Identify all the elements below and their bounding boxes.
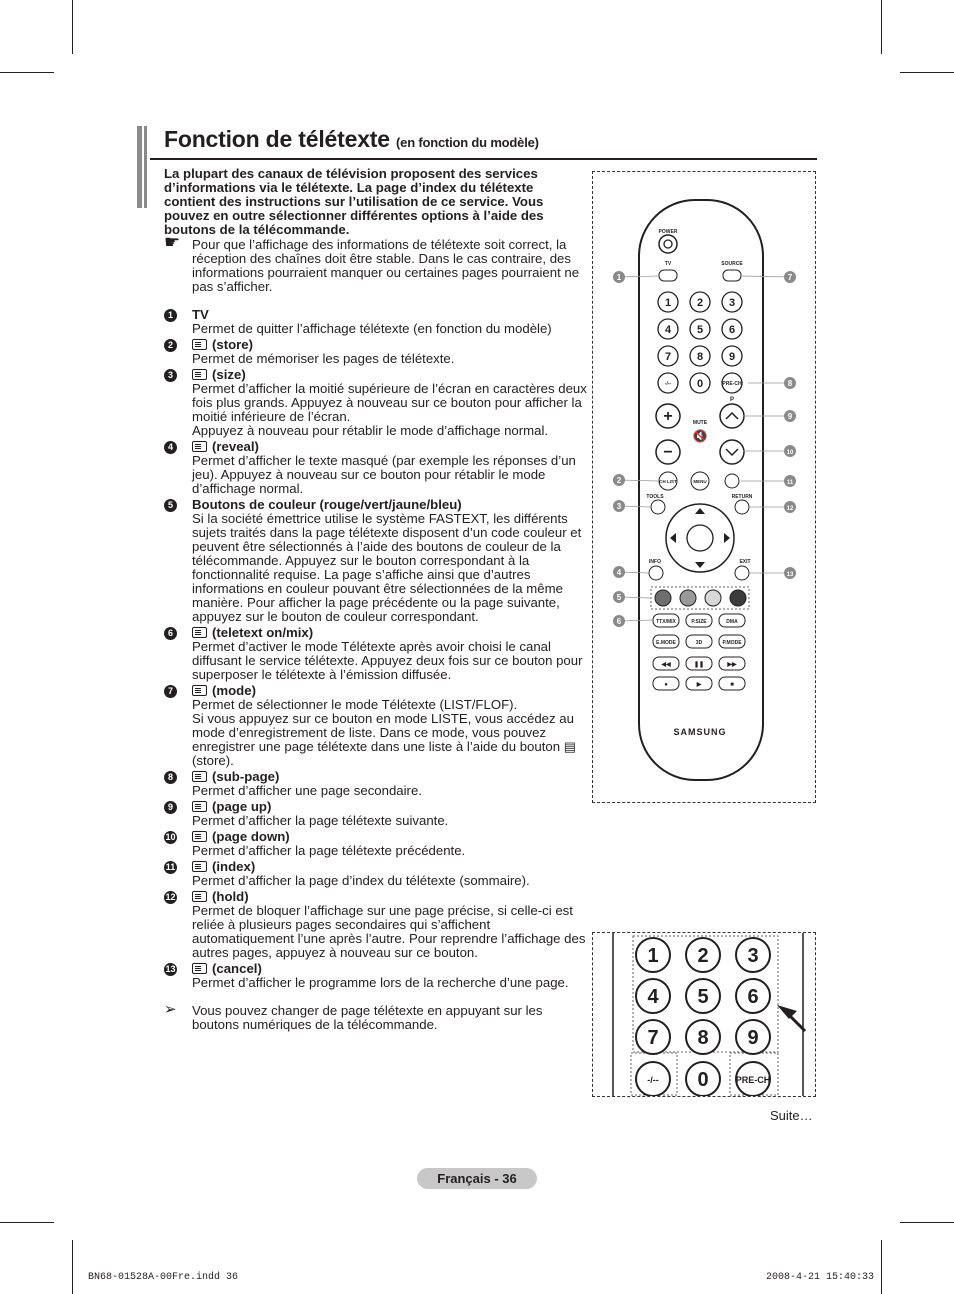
digit-label: 1: [664, 297, 672, 309]
teletext-icon: [192, 685, 207, 696]
return-button: [735, 500, 749, 514]
plus-icon: +: [663, 408, 673, 425]
callout-number: 7: [787, 273, 793, 282]
item-number-badge: 8: [164, 771, 177, 784]
function-label: E.MODE: [656, 640, 676, 646]
keypad-closeup: [592, 932, 816, 1097]
list-item: [164, 368, 588, 438]
item-heading: (store): [192, 338, 588, 352]
arrow-tip-icon: ➢: [164, 1001, 177, 1018]
return-label: RETURN: [731, 494, 753, 500]
list-item: [164, 626, 588, 682]
item-number-badge: 1: [164, 309, 177, 322]
tv-button: [659, 270, 677, 281]
brand-logo: SAMSUNG: [673, 727, 727, 737]
item-description: Permet de sélectionner le mode Télétexte (LIST/FLOF).: [192, 697, 518, 712]
slug-file: BN68-01528A-00Fre.indd 36: [88, 1272, 239, 1283]
item-description: Permet d’afficher une page secondaire.: [192, 783, 422, 798]
item-number-badge: 10: [165, 832, 176, 842]
keypad-digit-label: 0: [697, 1069, 709, 1091]
color-button: [655, 590, 671, 606]
list-item: [164, 498, 588, 624]
power-button: [659, 235, 677, 253]
teletext-index-button: [725, 474, 739, 488]
teletext-icon: [192, 801, 207, 812]
media-icon: ▶▶: [727, 662, 737, 668]
item-number-badge: 13: [165, 964, 176, 974]
list-item: [164, 338, 588, 366]
list-item: [164, 770, 588, 798]
item-heading: (sub-page): [192, 770, 588, 784]
media-icon: ❚❚: [693, 662, 705, 668]
digit-label: 2: [696, 297, 704, 309]
item-heading: (teletext on/mix): [192, 626, 588, 640]
teletext-icon: [192, 771, 207, 782]
list-item: [164, 440, 588, 496]
tools-button: [651, 500, 665, 514]
keypad-digit-label: 4: [647, 986, 659, 1008]
digit-label: 6: [728, 324, 736, 336]
tv-label: TV: [664, 261, 672, 267]
callout-number: 6: [616, 617, 622, 626]
channel-down-button: [720, 440, 744, 464]
digit-label: 0: [696, 378, 704, 390]
function-label: P.SIZE: [691, 619, 707, 625]
crop-mark: [881, 1240, 882, 1294]
function-label: P.MODE: [722, 640, 742, 646]
menu-label: MENU: [693, 479, 707, 484]
crop-mark: [900, 1222, 954, 1223]
color-button: [680, 590, 696, 606]
item-heading: (page up): [192, 800, 588, 814]
exit-label: EXIT: [739, 559, 751, 565]
item-heading: (hold): [192, 890, 588, 904]
tip-text: Vous pouvez changer de page télétexte en appuyant sur les boutons numériques de la télécommande.: [192, 1003, 543, 1032]
item-number-badge: 5: [164, 499, 177, 512]
tip: [164, 1001, 588, 1032]
enter-button: [687, 525, 713, 551]
teletext-icon: [192, 369, 207, 380]
teletext-icon: [192, 861, 207, 872]
keypad-digit-label: 5: [697, 986, 709, 1008]
callout-number: 13: [786, 572, 794, 578]
crop-mark: [881, 0, 882, 54]
keypad-digit-label: 2: [697, 945, 709, 967]
callout-number: 2: [616, 476, 622, 485]
remote-control-drawing: [593, 172, 815, 802]
tools-label: TOOLS: [646, 494, 664, 500]
list-item: [164, 890, 588, 960]
color-button: [730, 590, 746, 606]
callout-number: 8: [787, 379, 793, 388]
slug-date: 2008-4-21 15:40:33: [766, 1272, 875, 1283]
pointing-hand-icon: ☛: [164, 232, 181, 252]
item-description: Permet de quitter l’affichage télétexte (en fonction du modèle): [192, 321, 552, 336]
item-list: [164, 308, 588, 990]
page-title: Fonction de télétexte (en fonction du modèle): [164, 126, 539, 152]
callout-number: 3: [616, 502, 622, 511]
function-label: TTX/MIX: [656, 619, 676, 625]
sidebar-bar: [137, 126, 142, 208]
keypad-digit-label: 3: [747, 945, 759, 967]
keypad-digit-label: PRE-CH: [735, 1075, 771, 1085]
item-description: Permet d’afficher le programme lors de la recherche d’une page.: [192, 975, 569, 990]
item-number-badge: 6: [164, 627, 177, 640]
item-heading: (cancel): [192, 962, 588, 976]
note: [164, 232, 588, 294]
list-item: [164, 800, 588, 828]
teletext-icon: [192, 891, 207, 902]
item-description: Appuyez à nouveau pour rétablir le mode d’affichage normal.: [192, 423, 549, 438]
item-description: Si la société émettrice utilise le système FASTEXT, les différents sujets traités dans la page télétexte disposent d’un code couleur et peuvent être sélectionnés à l’aide des boutons de couleur de la télécommande. Appuyez sur le bouton correspondant à la fonctionnalité requise. La page s’affiche ainsi que d’autres informations en couleur pouvant être sélectionnées de la même manière. Pour afficher la page précédente ou la page suivante, appuyez sur le bouton de couleur correspondant.: [192, 511, 582, 624]
item-number-badge: 4: [164, 441, 177, 454]
item-description: Si vous appuyez sur ce bouton en mode LISTE, vous accédez au mode d’enregistrement de liste. Dans ce mode, vous pouvez enregistrer une page télétexte dans une liste à l’aide du bouton ▤ (store).: [192, 711, 577, 768]
main-text-column: [164, 167, 588, 1032]
crop-mark: [72, 1240, 73, 1294]
item-number-badge: 3: [164, 369, 177, 382]
item-heading: (reveal): [192, 440, 588, 454]
keypad-digit-label: 8: [697, 1027, 709, 1049]
item-description: Permet d’afficher la page d’index du télétexte (sommaire).: [192, 873, 530, 888]
keypad-digit-label: -/--: [647, 1075, 659, 1085]
remote-illustration: [592, 171, 816, 803]
item-number-badge: 11: [165, 862, 176, 872]
crop-mark: [72, 0, 73, 54]
callout-number: 10: [786, 450, 794, 456]
p-label: P: [729, 397, 735, 403]
callout-number: 4: [616, 568, 622, 577]
keypad-digit-label: 7: [647, 1027, 659, 1049]
function-label: 3D: [695, 640, 703, 646]
keypad-digit-label: 6: [747, 986, 759, 1008]
teletext-icon: [192, 627, 207, 638]
crop-mark: [0, 1222, 54, 1223]
item-description: Permet de bloquer l’affichage sur une page précise, si celle-ci est reliée à plusieurs pages secondaires qui s’affichent automatiquement l’une après l’autre. Pour reprendre l’affichage des autres pages, appuyez à nouveau sur ce bouton.: [192, 903, 586, 960]
color-button: [705, 590, 721, 606]
source-label: SOURCE: [721, 261, 743, 267]
item-description: Permet d’afficher la page télétexte précédente.: [192, 843, 466, 858]
item-heading: (index): [192, 860, 588, 874]
minus-icon: −: [663, 444, 673, 461]
callout-number: 1: [616, 273, 622, 282]
item-number-badge: 12: [165, 892, 176, 902]
teletext-icon: [192, 963, 207, 974]
keypad-drawing: [593, 933, 815, 1096]
pointer-arrow-icon: [777, 1005, 797, 1019]
mute-label: MUTE: [692, 420, 708, 426]
title-rule: [150, 158, 817, 160]
teletext-icon: [192, 441, 207, 452]
teletext-icon: [192, 831, 207, 842]
callout-number: 5: [616, 593, 622, 602]
list-item: [164, 860, 588, 888]
item-heading: Boutons de couleur (rouge/vert/jaune/bleu): [192, 497, 462, 512]
continued-label: Suite…: [770, 1108, 813, 1123]
list-item: [164, 308, 588, 336]
callout-number: 11: [786, 480, 794, 486]
keypad-digit-label: 1: [647, 945, 659, 967]
list-item: [164, 962, 588, 990]
callout-number: 12: [786, 506, 794, 512]
exit-button: [735, 566, 749, 580]
item-description: Permet d’afficher le texte masqué (par exemple les réponses d’un jeu). Appuyez à nouveau sur ce bouton pour rétablir le mode d’affichage normal.: [192, 453, 576, 496]
keypad-digit-label: 9: [747, 1027, 759, 1049]
list-item: [164, 684, 588, 768]
digit-label: 4: [664, 324, 672, 336]
media-icon: ◀◀: [661, 662, 671, 668]
item-heading: (size): [192, 368, 588, 382]
digit-label: 3: [728, 297, 736, 309]
item-description: Permet d’activer le mode Télétexte après avoir choisi le canal diffusant le service télétexte. Appuyez deux fois sur ce bouton pour superposer le télétexte à l’émission diffusée.: [192, 639, 583, 682]
info-label: INFO: [649, 559, 661, 565]
item-description: Permet d’afficher la moitié supérieure de l’écran en caractères deux fois plus grands. Appuyez à nouveau sur ce bouton pour afficher la moitié inférieure de l’écran.: [192, 381, 587, 424]
page-number: Français - 36: [417, 1168, 537, 1189]
item-number-badge: 2: [164, 339, 177, 352]
teletext-icon: [192, 339, 207, 350]
info-button: [649, 566, 663, 580]
media-icon: ■: [730, 682, 734, 688]
item-heading: (mode): [192, 684, 588, 698]
ch-list-label: CH LIST: [659, 479, 677, 484]
digit-label: 5: [696, 324, 704, 336]
title-suffix: (en fonction du modèle): [396, 135, 539, 150]
digit-label: 7: [664, 351, 672, 363]
media-icon: ▶: [696, 682, 702, 688]
item-number-badge: 9: [164, 801, 177, 814]
digit-label: 9: [728, 351, 736, 363]
function-label: DMA: [726, 619, 738, 625]
item-description: Permet d’afficher la page télétexte suivante.: [192, 813, 449, 828]
note-text: Pour que l’affichage des informations de télétexte soit correct, la réception des chaînes doit être stable. Dans le cas contraire, des informations pourraient manquer ou certaines pages pourraient ne pas s’afficher.: [192, 237, 580, 294]
intro-paragraph: La plupart des canaux de télévision proposent des services d’informations via le télétexte. La page d’index du télétexte contient des instructions sur l’utilisation de ce service. Vous pouvez en outre sélectionner différentes options à l’aide des boutons de la télécommande.: [164, 166, 544, 237]
digit-label: -/--: [664, 381, 672, 387]
power-label: POWER: [658, 229, 678, 235]
source-button: [723, 270, 741, 281]
digit-label: PRE-CH: [722, 381, 742, 387]
media-icon: ●: [664, 682, 668, 688]
mute-icon: 🔇: [692, 429, 708, 443]
callout-number: 9: [787, 412, 793, 421]
crop-mark: [900, 72, 954, 73]
item-number-badge: 7: [164, 685, 177, 698]
channel-up-button: [720, 404, 744, 428]
item-heading: TV: [192, 307, 209, 322]
list-item: [164, 830, 588, 858]
digit-label: 8: [696, 351, 704, 363]
item-description: Permet de mémoriser les pages de télétexte.: [192, 351, 455, 366]
item-heading: (page down): [192, 830, 588, 844]
sidebar-bar: [144, 126, 147, 208]
crop-mark: [0, 72, 54, 73]
